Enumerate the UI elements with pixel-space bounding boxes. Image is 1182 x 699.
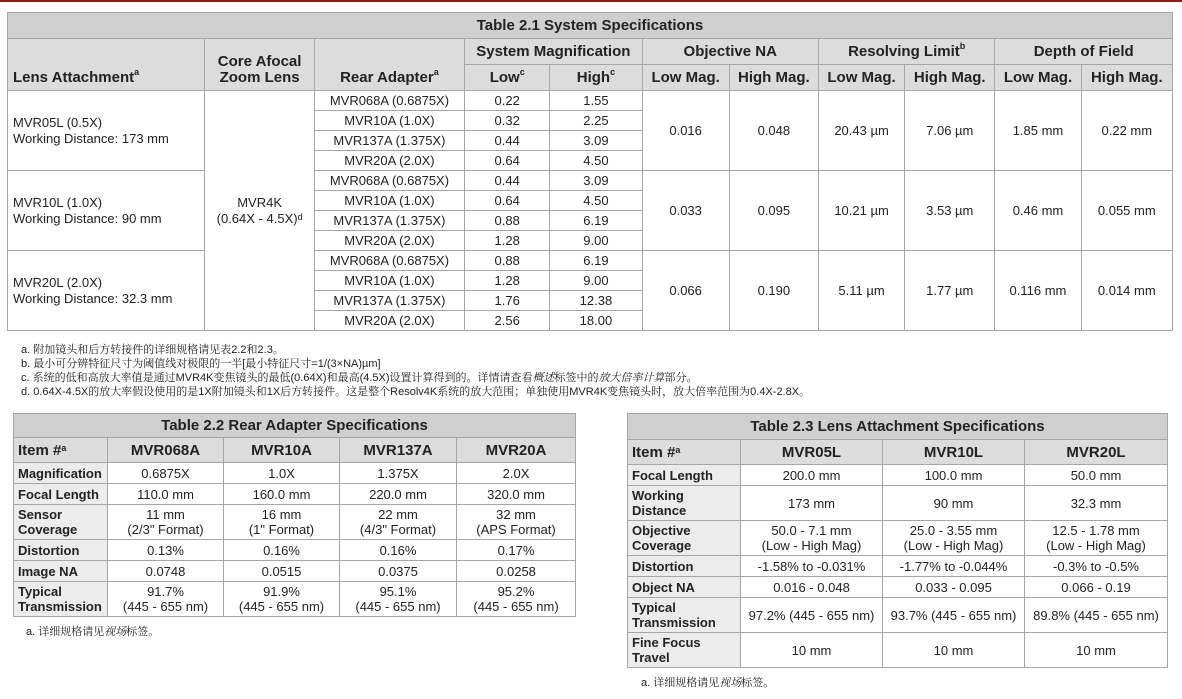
mag-high-cell: 3.09 [550,131,642,151]
adapter-cell: MVR137A (1.375X) [314,211,464,231]
mag-high-cell: 3.09 [550,171,642,191]
mag-high-cell: 6.19 [550,251,642,271]
row-label: Fine Focus Travel [628,633,741,668]
table-row [14,505,576,540]
mag-low-cell: 1.76 [465,291,550,311]
column-header: MVR068A [108,438,224,463]
res-low-mag-header: Low Mag. [818,65,904,91]
table-cell: 0.6875X [108,463,224,484]
column-header: MVR10A [224,438,340,463]
adapter-cell: MVR10A (1.0X) [314,191,464,211]
row-label: Magnification [14,463,108,484]
na-low-cell: 0.016 [642,91,729,171]
table-cell: 0.17% [457,540,576,561]
res-high-mag-header: High Mag. [905,65,995,91]
table-cell: 91.9% (445 - 655 nm) [224,582,340,617]
footnote-c: c. 系统的低和高放大率值是通过MVR4K变焦镜头的最低(0.64X)和最高(4.5X)设置计算得到的。详情请查看概述标签中的放大倍率计算部分。 [21,372,698,384]
res-low-cell: 10.21 µm [818,171,904,251]
row-label: Typical Transmission [628,598,741,633]
table-title: Table 2.3 Lens Attachment Specifications [628,414,1168,440]
mag-low-cell: 0.64 [465,191,550,211]
table-row [628,521,1168,556]
table-cell: 91.7% (445 - 655 nm) [108,582,224,617]
adapter-cell: MVR137A (1.375X) [314,131,464,151]
res-low-cell: 20.43 µm [818,91,904,171]
lens-attachment-specifications-table [627,413,1168,668]
mag-low-cell: 0.88 [465,251,550,271]
core-zoom-header: Core Afocal Zoom Lens [205,39,314,91]
column-header: MVR137A [340,438,457,463]
adapter-cell: MVR10A (1.0X) [314,271,464,291]
mag-low-cell: 2.56 [465,311,550,331]
row-label: Sensor Coverage [14,505,108,540]
dof-high-cell: 0.055 mm [1081,171,1172,251]
table-cell: -1.77% to -0.044% [883,556,1025,577]
table-row [14,561,576,582]
lens-attachment-cell: MVR10L (1.0X) Working Distance: 90 mm [8,171,205,251]
dof-high-mag-header: High Mag. [1081,65,1172,91]
table-row [14,463,576,484]
table-row [628,556,1168,577]
mag-high-cell: 1.55 [550,91,642,111]
column-header: MVR20A [457,438,576,463]
table-cell: 100.0 mm [883,465,1025,486]
footnote-d: d. 0.64X-4.5X的放大率假设使用的是1X附加镜头和1X后方转接件。这是整个Resolv4K系统的放大范围；单独使用MVR4K变焦镜头时，放大倍率范围为0.4X-2.8X。 [21,386,811,398]
table-cell: 89.8% (445 - 655 nm) [1025,598,1168,633]
table-title: Table 2.2 Rear Adapter Specifications [14,414,576,438]
top-accent-bar [0,0,1182,2]
table-cell: 10 mm [1025,633,1168,668]
item-header: Item #$^a$ [14,438,108,463]
table-row [14,540,576,561]
na-low-cell: 0.033 [642,171,729,251]
mag-high-cell: 6.19 [550,211,642,231]
table-cell: 95.2% (445 - 655 nm) [457,582,576,617]
table-cell: -0.3% to -0.5% [1025,556,1168,577]
na-high-cell: 0.048 [729,91,818,171]
table-row [8,251,1173,271]
mag-low-cell: 0.22 [465,91,550,111]
dof-low-cell: 0.116 mm [995,251,1081,331]
dof-low-cell: 0.46 mm [995,171,1081,251]
table-cell: 0.16% [340,540,457,561]
table-cell: 0.066 - 0.19 [1025,577,1168,598]
res-high-cell: 7.06 µm [905,91,995,171]
mag-high-cell: 4.50 [550,151,642,171]
table-cell: 0.0515 [224,561,340,582]
rear-adapter-specifications-table [13,413,576,617]
adapter-cell: MVR20A (2.0X) [314,231,464,251]
mag-low-cell: 0.32 [465,111,550,131]
table-cell: -1.58% to -0.031% [741,556,883,577]
table-cell: 173 mm [741,486,883,521]
dof-high-cell: 0.22 mm [1081,91,1172,171]
dof-high-cell: 0.014 mm [1081,251,1172,331]
mag-high-cell: 12.38 [550,291,642,311]
system-specifications-table [7,12,1173,331]
column-header: MVR20L [1025,440,1168,465]
table-row [8,91,1173,111]
table-cell: 0.016 - 0.048 [741,577,883,598]
na-low-cell: 0.066 [642,251,729,331]
table-cell: 0.0375 [340,561,457,582]
footnote-b: b. 最小可分辨特征尺寸为阈值线对极限的一半[最小特征尺寸=1/(3×NA)µm] [21,358,381,370]
res-high-cell: 3.53 µm [905,171,995,251]
table-cell: 220.0 mm [340,484,457,505]
mag-high-cell: 18.00 [550,311,642,331]
table-row [14,484,576,505]
depth-of-field-header: Depth of Field [995,39,1173,65]
system-magnification-header: System Magnification [465,39,642,65]
dof-low-cell: 1.85 mm [995,91,1081,171]
core-zoom-cell: MVR4K (0.64X - 4.5X)$^d$ [205,91,314,331]
table-cell: 200.0 mm [741,465,883,486]
table-cell: 16 mm (1" Format) [224,505,340,540]
table-cell: 2.0X [457,463,576,484]
column-header: MVR05L [741,440,883,465]
na-low-mag-header: Low Mag. [642,65,729,91]
high-header: High$^c$ [550,65,642,91]
row-label: Objective Coverage [628,521,741,556]
table-row [8,171,1173,191]
table-cell: 32.3 mm [1025,486,1168,521]
low-header: Low$^c$ [465,65,550,91]
adapter-cell: MVR10A (1.0X) [314,111,464,131]
row-label: Distortion [14,540,108,561]
mag-high-cell: 9.00 [550,231,642,251]
lens-attachment-cell: MVR05L (0.5X) Working Distance: 173 mm [8,91,205,171]
row-label: Focal Length [14,484,108,505]
res-high-cell: 1.77 µm [905,251,995,331]
row-label: Distortion [628,556,741,577]
footnote-a: a. 详细规格请见视场标签。 [26,626,160,638]
table-cell: 0.033 - 0.095 [883,577,1025,598]
na-high-cell: 0.190 [729,251,818,331]
adapter-cell: MVR068A (0.6875X) [314,251,464,271]
table-cell: 90 mm [883,486,1025,521]
table-cell: 1.375X [340,463,457,484]
na-high-mag-header: High Mag. [729,65,818,91]
table-cell: 10 mm [741,633,883,668]
table-cell: 0.0748 [108,561,224,582]
table-row [628,598,1168,633]
item-header: Item #$^a$ [628,440,741,465]
table-title: Table 2.1 System Specifications [8,13,1173,39]
table-cell: 160.0 mm [224,484,340,505]
mag-high-cell: 2.25 [550,111,642,131]
row-label: Typical Transmission [14,582,108,617]
mag-low-cell: 0.44 [465,131,550,151]
mag-high-cell: 9.00 [550,271,642,291]
row-label: Image NA [14,561,108,582]
table-cell: 97.2% (445 - 655 nm) [741,598,883,633]
table-cell: 93.7% (445 - 655 nm) [883,598,1025,633]
na-high-cell: 0.095 [729,171,818,251]
adapter-cell: MVR20A (2.0X) [314,151,464,171]
column-header: MVR10L [883,440,1025,465]
mag-low-cell: 0.44 [465,171,550,191]
mag-high-cell: 4.50 [550,191,642,211]
table-row [628,465,1168,486]
objective-na-header: Objective NA [642,39,818,65]
table-cell: 32 mm (APS Format) [457,505,576,540]
lens-attachment-cell: MVR20L (2.0X) Working Distance: 32.3 mm [8,251,205,331]
lens-attachment-header: Lens Attachment$^a$ [8,39,205,91]
table-cell: 10 mm [883,633,1025,668]
row-label: Focal Length [628,465,741,486]
table-row [628,633,1168,668]
res-low-cell: 5.11 µm [818,251,904,331]
table-cell: 110.0 mm [108,484,224,505]
mag-low-cell: 0.88 [465,211,550,231]
table-cell: 25.0 - 3.55 mm (Low - High Mag) [883,521,1025,556]
footnote-a: a. 详细规格请见视场标签。 [641,677,775,689]
adapter-cell: MVR20A (2.0X) [314,311,464,331]
table-cell: 0.16% [224,540,340,561]
table-cell: 0.0258 [457,561,576,582]
adapter-cell: MVR137A (1.375X) [314,291,464,311]
table-cell: 22 mm (4/3" Format) [340,505,457,540]
table-cell: 12.5 - 1.78 mm (Low - High Mag) [1025,521,1168,556]
mag-low-cell: 0.64 [465,151,550,171]
table-row [628,486,1168,521]
mag-low-cell: 1.28 [465,231,550,251]
table-cell: 11 mm (2/3" Format) [108,505,224,540]
table-row [628,577,1168,598]
rear-adapter-header: Rear Adapter$^a$ [314,39,464,91]
dof-low-mag-header: Low Mag. [995,65,1081,91]
table-cell: 95.1% (445 - 655 nm) [340,582,457,617]
table-row [14,582,576,617]
table-cell: 50.0 - 7.1 mm (Low - High Mag) [741,521,883,556]
row-label: Object NA [628,577,741,598]
mag-low-cell: 1.28 [465,271,550,291]
footnote-a: a. 附加镜头和后方转接件的详细规格请见表2.2和2.3。 [21,344,284,356]
resolving-limit-header: Resolving Limit$^b$ [818,39,994,65]
row-label: Working Distance [628,486,741,521]
table-cell: 320.0 mm [457,484,576,505]
table-cell: 1.0X [224,463,340,484]
table-cell: 0.13% [108,540,224,561]
adapter-cell: MVR068A (0.6875X) [314,91,464,111]
adapter-cell: MVR068A (0.6875X) [314,171,464,191]
table-cell: 50.0 mm [1025,465,1168,486]
